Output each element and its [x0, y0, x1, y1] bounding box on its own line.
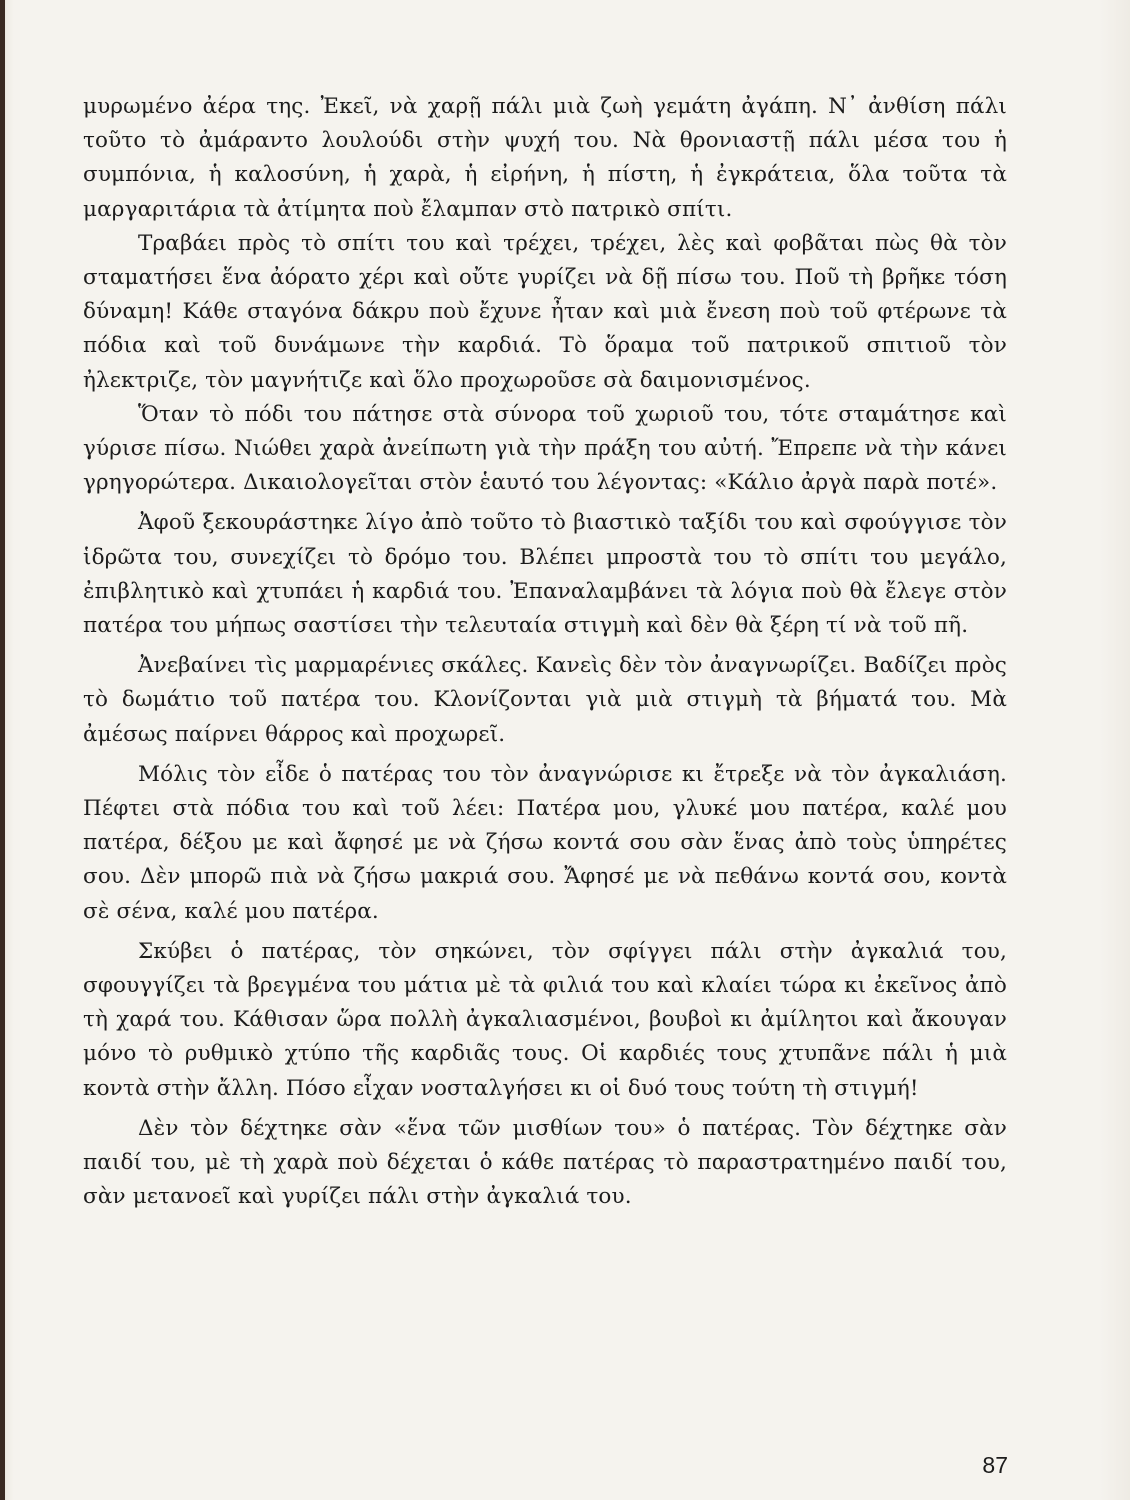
page-number: 87: [982, 1452, 1008, 1478]
paragraph-1: μυρωμένο ἀέρα της. Ἐκεῖ, νὰ χαρῇ πάλι μιὰ ζωὴ γεμάτη ἀγάπη. Ν᾿ ἀνθίση πάλι τοῦτο τὸ ἀμάραντο λουλούδι στὴν ψυχή του. Νὰ θρονιαστῇ πάλι μέσα του ἡ συμπόνια, ἡ καλοσύνη, ἡ χαρὰ, ἡ εἰρήνη, ἡ πίστη, ἡ ἐγκράτεια, ὅλα τοῦτα τὰ μαργαριτάρια τὰ ἀτίμητα ποὺ ἔλαμπαν στὸ πατρικὸ σπίτι.: [83, 94, 1007, 222]
paragraph-6: Μόλις τὸν εἶδε ὁ πατέρας του τὸν ἀναγνώρισε κι ἔτρεξε νὰ τὸν ἀγκαλιάση. Πέφτει στὰ πόδια του καὶ τοῦ λέει: Πατέρα μου, γλυκέ μου πατέρα, καλέ μου πατέρα, δέξου με καὶ ἄφησέ με νὰ ζήσω κοντά σου σὰν ἕνας ἀπὸ τοὺς ὑπηρέτες σου. Δὲν μπορῶ πιὰ νὰ ζήσω μακριά σου. Ἄφησέ με νὰ πεθάνω κοντά σου, κοντὰ σὲ σένα, καλέ μου πατέρα.: [83, 761, 1007, 924]
paragraph-2: Τραβάει πρὸς τὸ σπίτι του καὶ τρέχει, τρέχει, λὲς καὶ φοβᾶται πὼς θὰ τὸν σταματήσει ἕνα ἀόρατο χέρι καὶ οὔτε γυρίζει νὰ δῇ πίσω του. Ποῦ τὴ βρῆκε τόση δύναμη! Κάθε σταγόνα δάκρυ ποὺ ἔχυνε ἦταν καὶ μιὰ ἔνεση ποὺ τοῦ φτέρωνε τὰ πόδια καὶ τοῦ δυνάμωνε τὴν καρδιά. Τὸ ὅραμα τοῦ πατρικοῦ σπιτιοῦ τὸν ἠλεκτριζε, τὸν μαγνήτιζε καὶ ὅλο προχωροῦσε σὰ δαιμονισμένος.: [83, 230, 1007, 393]
paragraph-8: Δὲν τὸν δέχτηκε σὰν «ἕνα τῶν μισθίων του» ὁ πατέρας. Τὸν δέχτηκε σὰν παιδί του, μὲ τὴ χαρὰ ποὺ δέχεται ὁ κάθε πατέρας τὸ παραστρατημένο παιδί του, σὰν μετανοεῖ καὶ γυρίζει πάλι στὴν ἀγκαλιά του.: [83, 1115, 1007, 1210]
paragraph-7: Σκύβει ὁ πατέρας, τὸν σηκώνει, τὸν σφίγγει πάλι στὴν ἀγκαλιά του, σφουγγίζει τὰ βρεγμένα του μάτια μὲ τὰ φιλιά του καὶ κλαίει τώρα κι ἐκεῖνος ἀπὸ τὴ χαρά του. Κάθισαν ὥρα πολλὴ ἀγκαλιασμένοι, βουβοὶ κι ἀμίλητοι καὶ ἄκουγαν μόνο τὸ ρυθμικὸ χτύπο τῆς καρδιᾶς τους. Οἱ καρδιές τους χτυπᾶνε πάλι ἡ μιὰ κοντὰ στὴν ἄλλη. Πόσο εἶχαν νοσταλγήσει κι οἱ δυό τους τούτη τὴ στιγμή!: [83, 938, 1007, 1101]
paragraph-5: Ἀνεβαίνει τὶς μαρμαρένιες σκάλες. Κανεὶς δὲν τὸν ἀναγνωρίζει. Βαδίζει πρὸς τὸ δωμάτιο τοῦ πατέρα του. Κλονίζονται γιὰ μιὰ στιγμὴ τὰ βήματά του. Μὰ ἀμέσως παίρνει θάρρος καὶ προχωρεῖ.: [83, 653, 1007, 747]
page-binding-edge: [0, 0, 5, 1500]
paragraph-4: Ἀφοῦ ξεκουράστηκε λίγο ἀπὸ τοῦτο τὸ βιαστικὸ ταξίδι του καὶ σφούγγισε τὸν ἱδρῶτα του, συνεχίζει τὸ δρόμο του. Βλέπει μπροστὰ του τὸ σπίτι του μεγάλο, ἐπιβλητικὸ καὶ χτυπάει ἡ καρδιά του. Ἐπαναλαμβάνει τὰ λόγια ποὺ θὰ ἔλεγε στὸν πατέρα του μήπως σαστίσει τὴν τελευταία στιγμὴ καὶ δὲν θὰ ξέρη τί νὰ τοῦ πῆ.: [83, 510, 1007, 639]
body-text: [83, 90, 1007, 1215]
paragraph-3: Ὅταν τὸ πόδι του πάτησε στὰ σύνορα τοῦ χωριοῦ του, τότε σταμάτησε καὶ γύρισε πίσω. Νιώθει χαρὰ ἀνείπωτη γιὰ τὴν πράξη του αὐτή. Ἔπρεπε νὰ τὴν κάνει γρηγορώτερα. Δικαιολογεῖται στὸν ἑαυτό του λέγοντας: «Κάλιο ἀργὰ παρὰ ποτέ».: [83, 401, 1007, 496]
